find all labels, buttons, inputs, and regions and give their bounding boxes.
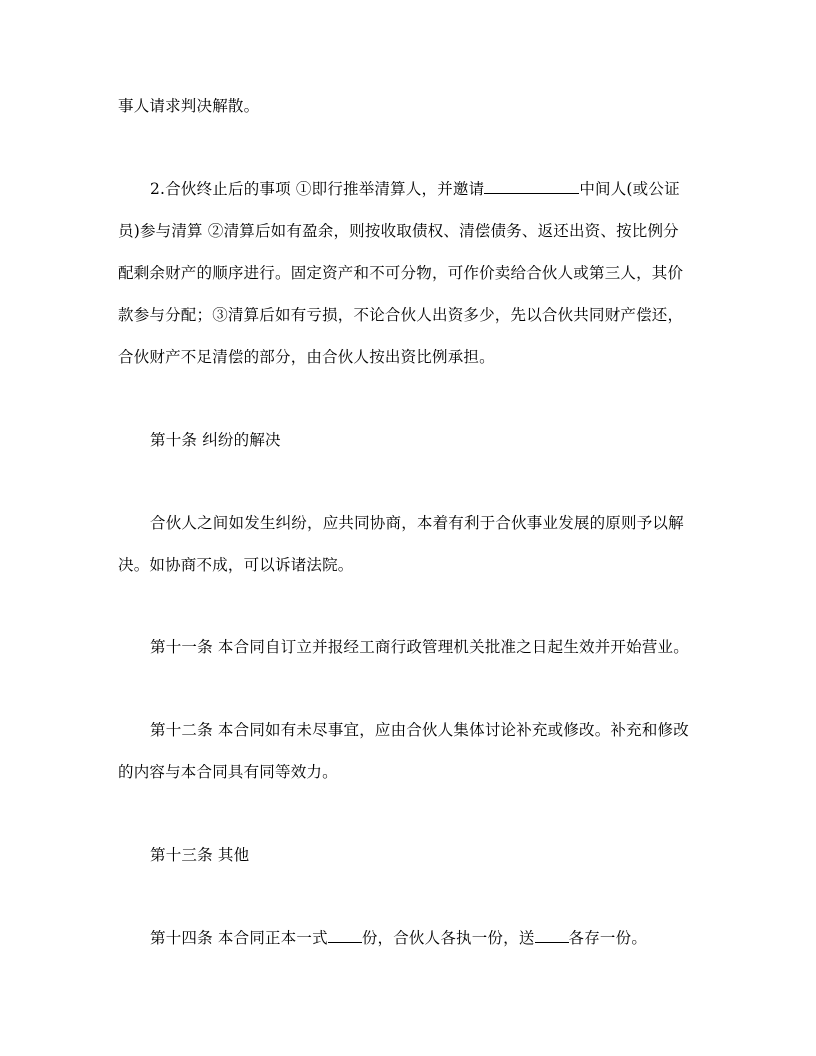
paragraph-text-line [150, 179, 680, 199]
paragraph-text-line: 决。如协商不成，可以诉诸法院。 [118, 556, 354, 574]
text-segment: 中间人(或公证 [579, 180, 680, 198]
fill-in-blank [484, 179, 579, 194]
text-segment: 份，合伙人各执一份，送 [361, 929, 535, 947]
fill-in-blank [535, 928, 569, 943]
paragraph-text-line: 配剩余财产的顺序进行。固定资产和不可分物，可作价卖给合伙人或第三人，其价 [118, 264, 684, 282]
paragraph-text-line: 员)参与清算 ②清算后如有盈余，则按收取债权、清偿债务、返还出资、按比例分 [118, 222, 679, 240]
article-heading: 第十条 纠纷的解决 [150, 431, 281, 449]
article-paragraph: 第十二条 本合同如有未尽事宜，应由合伙人集体讨论补充或修改。补充和修改 [150, 721, 689, 739]
text-segment: 各存一份。 [568, 929, 648, 947]
article-paragraph: 第十一条 本合同自订立并报经工商行政管理机关批准之日起生效并开始营业。 [150, 638, 689, 656]
text-segment: 第十四条 本合同正本一式 [150, 929, 328, 947]
paragraph-text-line: 事人请求判决解散。 [118, 97, 260, 115]
text-segment: 2.合伙终止后的事项 ①即行推举清算人，并邀请 [150, 180, 485, 198]
article-paragraph [150, 928, 647, 948]
article-heading: 第十三条 其他 [150, 846, 250, 864]
paragraph-text-line: 合伙人之间如发生纠纷，应共同协商，本着有利于合伙事业发展的原则予以解 [150, 514, 684, 532]
paragraph-text-line: 的内容与本合同具有同等效力。 [118, 763, 338, 781]
fill-in-blank [328, 928, 362, 943]
paragraph-text-line: 合伙财产不足清偿的部分，由合伙人按出资比例承担。 [118, 348, 495, 366]
paragraph-text-line: 款参与分配；③清算后如有亏损，不论合伙人出资多少，先以合伙共同财产偿还， [118, 306, 684, 324]
